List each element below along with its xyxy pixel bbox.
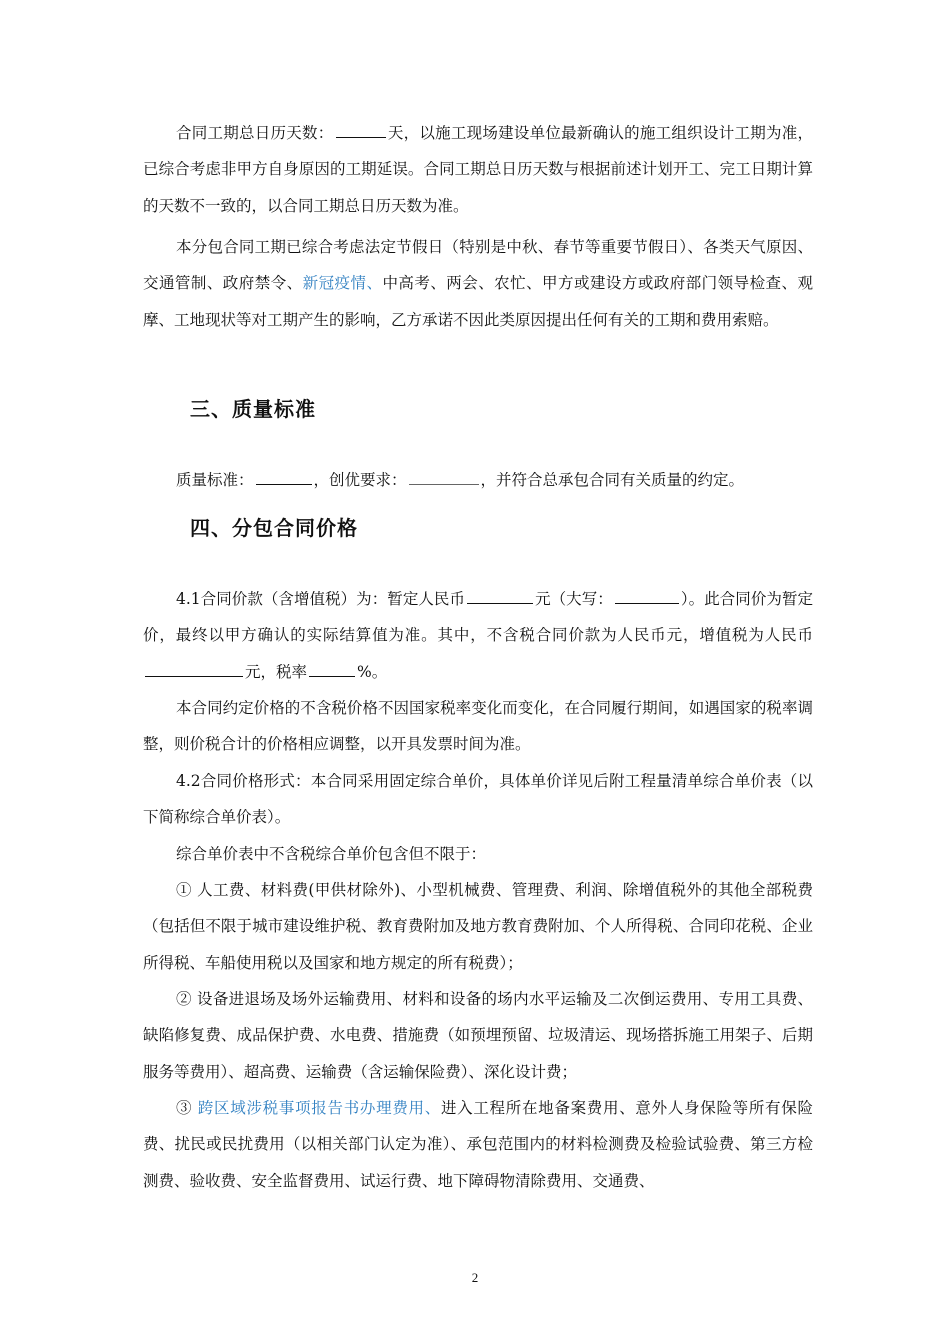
highlighted-text: 跨区域涉税事项报告书办理费用、 [197, 1099, 441, 1117]
text: 天，以施工现场建设单位最新确认的施工组织设计工期为准，已综合考虑非甲方自身原因的工期延误。合同工期总日历天数与根据前述计划开工、完工日期计算的天数不一致的，以合同工期总日历天数为准。 [143, 124, 813, 215]
blank-field-tax-rate [309, 660, 355, 677]
text: %。 [357, 662, 388, 681]
paragraph-unit-price-intro: 综合单价表中不含税综合单价包含但不限于： [176, 845, 487, 863]
page-number: 2 [471, 1270, 479, 1285]
text: 合同工期总日历天数： [176, 124, 334, 142]
list-item-2: ② 设备进退场及场外运输费用、材料和设备的场内水平运输及二次倒运费用、专用工具费、缺陷修复费、成品保护费、水电费、措施费（如预埋预留、垃圾清运、现场搭拆施工用架子、后期服务等费用）、超高费、运输费（含运输保险费）、深化设计费； [143, 990, 813, 1081]
paragraph-tax-adjustment: 本合同约定价格的不含税价格不因国家税率变化而变化，在合同履行期间，如遇国家的税率调整，则价税合计的价格相应调整，以开具发票时间为准。 [143, 699, 813, 754]
blank-field-quality [256, 468, 312, 485]
text: ③ [176, 1099, 198, 1117]
text: 元，税率 [245, 662, 308, 681]
list-item-1: ① 人工费、材料费(甲供材除外)、小型机械费、管理费、利润、除增值税外的其他全部税费（包括但不限于城市建设维护税、教育费附加及地方教育费附加、个人所得税、合同印花税、企业所得税、车船使用税以及国家和地方规定的所有税费）； [143, 881, 813, 972]
paragraph-price-form: 4.2合同价格形式：本合同采用固定综合单价，具体单价详见后附工程量清单综合单价表（以下简称综合单价表）。 [143, 772, 813, 827]
text: ）。此合同价为暂定价，最终以甲方确认的实际结算值为准。其中，不含税合同价款为人民币元，增值税为人民币 [143, 590, 813, 645]
text: 4.1合同价款（含增值税）为：暂定人民币 [176, 590, 466, 608]
blank-field-amount-words [615, 587, 679, 604]
text: 质量标准： [176, 471, 254, 489]
section-heading-price: 四、分包合同价格 [190, 516, 358, 540]
text: ，创优要求： [313, 471, 407, 489]
section-heading-quality: 三、质量标准 [190, 397, 316, 421]
text: 进入工程所在地备案费用、意外人身保险等所有保险费、扰民或民扰费用（以相关部门认定为准）、承包范围内的材料检测费及检验试验费、第三方检测费、验收费、安全监督费用、试运行费、地下障碍物清除费用、交通费、 [143, 1099, 813, 1190]
highlighted-text: 新冠疫情、 [302, 274, 383, 293]
blank-field-days [336, 121, 386, 138]
blank-field-vat [145, 660, 243, 677]
paragraph-contract-price [143, 581, 813, 690]
blank-field-award [409, 468, 479, 485]
text: 本分包合同工期已综合考虑法定节假日（特别是中秋、春节等重要节假日）、各类天气原因、交通管制、政府禁令、 [143, 238, 813, 293]
paragraph-contract-duration [143, 115, 813, 224]
blank-field-amount [467, 587, 533, 604]
paragraph-duration-considerations [143, 229, 813, 338]
text: 元（大写： [535, 590, 613, 608]
list-item-3 [143, 1090, 813, 1199]
text: ，并符合总承包合同有关质量的约定。 [480, 471, 745, 489]
paragraph-quality-standard [143, 462, 813, 498]
text: 中高考、两会、农忙、甲方或建设方或政府部门领导检查、观摩、工地现状等对工期产生的影响，乙方承诺不因此类原因提出任何有关的工期和费用索赔。 [143, 274, 813, 329]
